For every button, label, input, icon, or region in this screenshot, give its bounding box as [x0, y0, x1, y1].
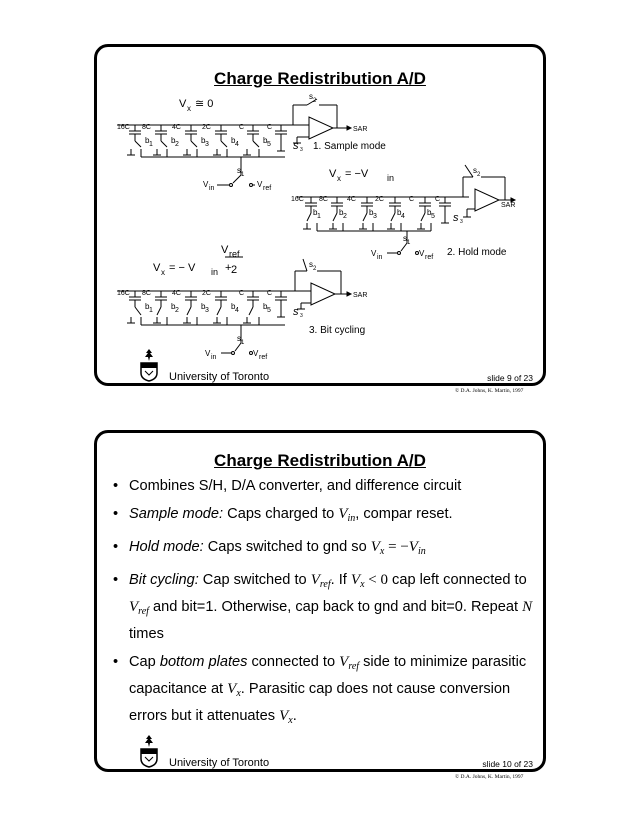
svg-text:b: b — [397, 208, 402, 217]
svg-text:SAR: SAR — [353, 292, 368, 299]
svg-text:1: 1 — [149, 307, 153, 314]
cap-16c: 16C — [117, 124, 130, 131]
sar-label: SAR — [353, 126, 368, 133]
svg-text:C: C — [435, 196, 441, 203]
bullet-1: • Combines S/H, D/A converter, and difference circuit — [111, 475, 541, 497]
vx-label: V — [179, 98, 187, 110]
svg-text:b: b — [313, 208, 318, 217]
svg-text:3: 3 — [205, 307, 209, 314]
svg-text:ref: ref — [229, 249, 240, 259]
svg-text:16C: 16C — [291, 196, 304, 203]
bullet-3: • Hold mode: Caps switched to gnd so $V_x = -V_{in}$ — [111, 536, 541, 563]
svg-text:3: 3 — [373, 213, 377, 220]
svg-text:b: b — [201, 136, 206, 145]
svg-text:4C: 4C — [347, 196, 356, 203]
svg-text:2: 2 — [477, 172, 481, 178]
svg-text:in: in — [377, 254, 383, 261]
comparator — [309, 117, 333, 139]
svg-text:s: s — [293, 140, 299, 152]
cap-c: C — [239, 124, 245, 131]
svg-text:1: 1 — [317, 213, 321, 220]
slide-10 — [94, 430, 546, 772]
svg-text:V: V — [371, 249, 377, 258]
svg-text:b: b — [171, 136, 176, 145]
svg-text:V: V — [221, 244, 229, 256]
mode-3-label: 3. Bit cycling — [309, 325, 366, 336]
svg-text:s: s — [309, 92, 313, 101]
svg-text:b: b — [231, 302, 236, 311]
svg-text:4: 4 — [401, 213, 405, 220]
slide-title: Charge Redistribution A/D — [214, 451, 426, 470]
copyright: © D.A. Johns, K. Martin, 1997 — [455, 388, 524, 394]
svg-text:ref: ref — [263, 185, 272, 192]
svg-text:3: 3 — [300, 313, 303, 319]
svg-text:5: 5 — [267, 141, 271, 148]
svg-text:1: 1 — [407, 240, 411, 246]
footer-university: University of Toronto — [169, 371, 270, 383]
svg-text:b: b — [263, 302, 268, 311]
svg-text:2C: 2C — [202, 290, 211, 297]
svg-text:s: s — [237, 166, 241, 175]
svg-text:= − V: = − V — [169, 262, 196, 274]
bullet-2: • Sample mode: Caps charged to $V_{in}$, compar reset. — [111, 503, 541, 530]
svg-text:b: b — [369, 208, 374, 217]
svg-text:8C: 8C — [142, 290, 151, 297]
svg-text:s: s — [309, 260, 313, 269]
svg-text:V: V — [153, 262, 161, 274]
svg-text:4: 4 — [235, 307, 239, 314]
svg-text:b: b — [145, 136, 150, 145]
cap-4c: 4C — [172, 124, 181, 131]
svg-text:b: b — [171, 302, 176, 311]
svg-text:5: 5 — [267, 307, 271, 314]
svg-text:s: s — [403, 234, 407, 243]
svg-text:V: V — [329, 168, 337, 180]
svg-text:V: V — [203, 180, 209, 189]
svg-text:b: b — [263, 136, 268, 145]
svg-text:V: V — [253, 349, 259, 358]
svg-text:b: b — [427, 208, 432, 217]
svg-text:4C: 4C — [172, 290, 181, 297]
svg-text:b: b — [145, 302, 150, 311]
mode-1-label: 1. Sample mode — [313, 141, 386, 152]
svg-text:3: 3 — [460, 219, 463, 225]
svg-text:in: in — [209, 185, 215, 192]
svg-text:in: in — [387, 173, 395, 183]
svg-text:x: x — [337, 174, 341, 183]
svg-text:2: 2 — [343, 213, 347, 220]
bullet-5: • Cap bottom plates connected to $V_{ref}$ side to minimize parasitic capacitance at $V_x$. Parasitic cap does not cause conversion errors but it attenuates $V_x$. — [111, 651, 541, 732]
svg-text:b: b — [201, 302, 206, 311]
svg-text:2C: 2C — [375, 196, 384, 203]
vx-sub: x — [187, 104, 191, 113]
svg-text:s: s — [237, 334, 241, 343]
svg-text:+: + — [225, 262, 232, 274]
svg-text:16C: 16C — [117, 290, 130, 297]
svg-text:in: in — [211, 354, 217, 361]
svg-text:C: C — [239, 290, 245, 297]
footer-slide-number: slide 9 of 23 — [487, 373, 533, 383]
svg-text:s: s — [293, 306, 299, 318]
svg-text:2: 2 — [231, 264, 238, 276]
svg-text:in: in — [211, 267, 219, 277]
approx-zero: ≅ 0 — [195, 98, 214, 110]
svg-text:V: V — [205, 349, 211, 358]
slide-title: Charge Redistribution A/D — [214, 69, 426, 88]
svg-text:s: s — [453, 212, 459, 224]
svg-text:C: C — [409, 196, 415, 203]
circuit-diagram — [97, 47, 543, 383]
slide-9 — [94, 44, 546, 386]
svg-text:5: 5 — [431, 213, 435, 220]
svg-text:ref: ref — [259, 354, 268, 361]
svg-text:V: V — [419, 249, 425, 258]
svg-text:8C: 8C — [319, 196, 328, 203]
svg-text:ref: ref — [425, 254, 434, 261]
svg-text:b: b — [231, 136, 236, 145]
svg-text:2: 2 — [175, 307, 179, 314]
copyright: © D.A. Johns, K. Martin, 1997 — [455, 774, 524, 780]
bullet-list — [111, 475, 541, 738]
svg-text:SAR: SAR — [501, 202, 516, 209]
svg-text:x: x — [161, 268, 165, 277]
svg-text:2: 2 — [313, 98, 317, 104]
svg-text:1: 1 — [241, 340, 245, 346]
svg-text:1: 1 — [149, 141, 153, 148]
cap-c-term: C — [267, 124, 273, 131]
svg-text:1: 1 — [241, 172, 245, 178]
svg-text:b: b — [339, 208, 344, 217]
footer-university: University of Toronto — [169, 757, 270, 769]
bullet-4: • Bit cycling: Cap switched to $V_{ref}$. If $V_x < 0$ cap left connected to $V_{ref}$ and bit=1. Otherwise, cap back to gnd and bit=0. Repeat N times — [111, 569, 541, 645]
mode-2-label: 2. Hold mode — [447, 247, 507, 258]
svg-text:C: C — [267, 290, 273, 297]
svg-text:2: 2 — [313, 266, 317, 272]
svg-text:s: s — [473, 166, 477, 175]
svg-text:4: 4 — [235, 141, 239, 148]
footer-slide-number: slide 10 of 23 — [482, 759, 533, 769]
svg-text:3: 3 — [300, 147, 303, 153]
svg-text:= −V: = −V — [345, 168, 369, 180]
cap-8c: 8C — [142, 124, 151, 131]
cap-2c: 2C — [202, 124, 211, 131]
svg-text:V: V — [257, 180, 263, 189]
svg-text:2: 2 — [175, 141, 179, 148]
university-crest-icon — [137, 733, 161, 769]
university-crest-icon — [137, 347, 161, 383]
svg-text:3: 3 — [205, 141, 209, 148]
